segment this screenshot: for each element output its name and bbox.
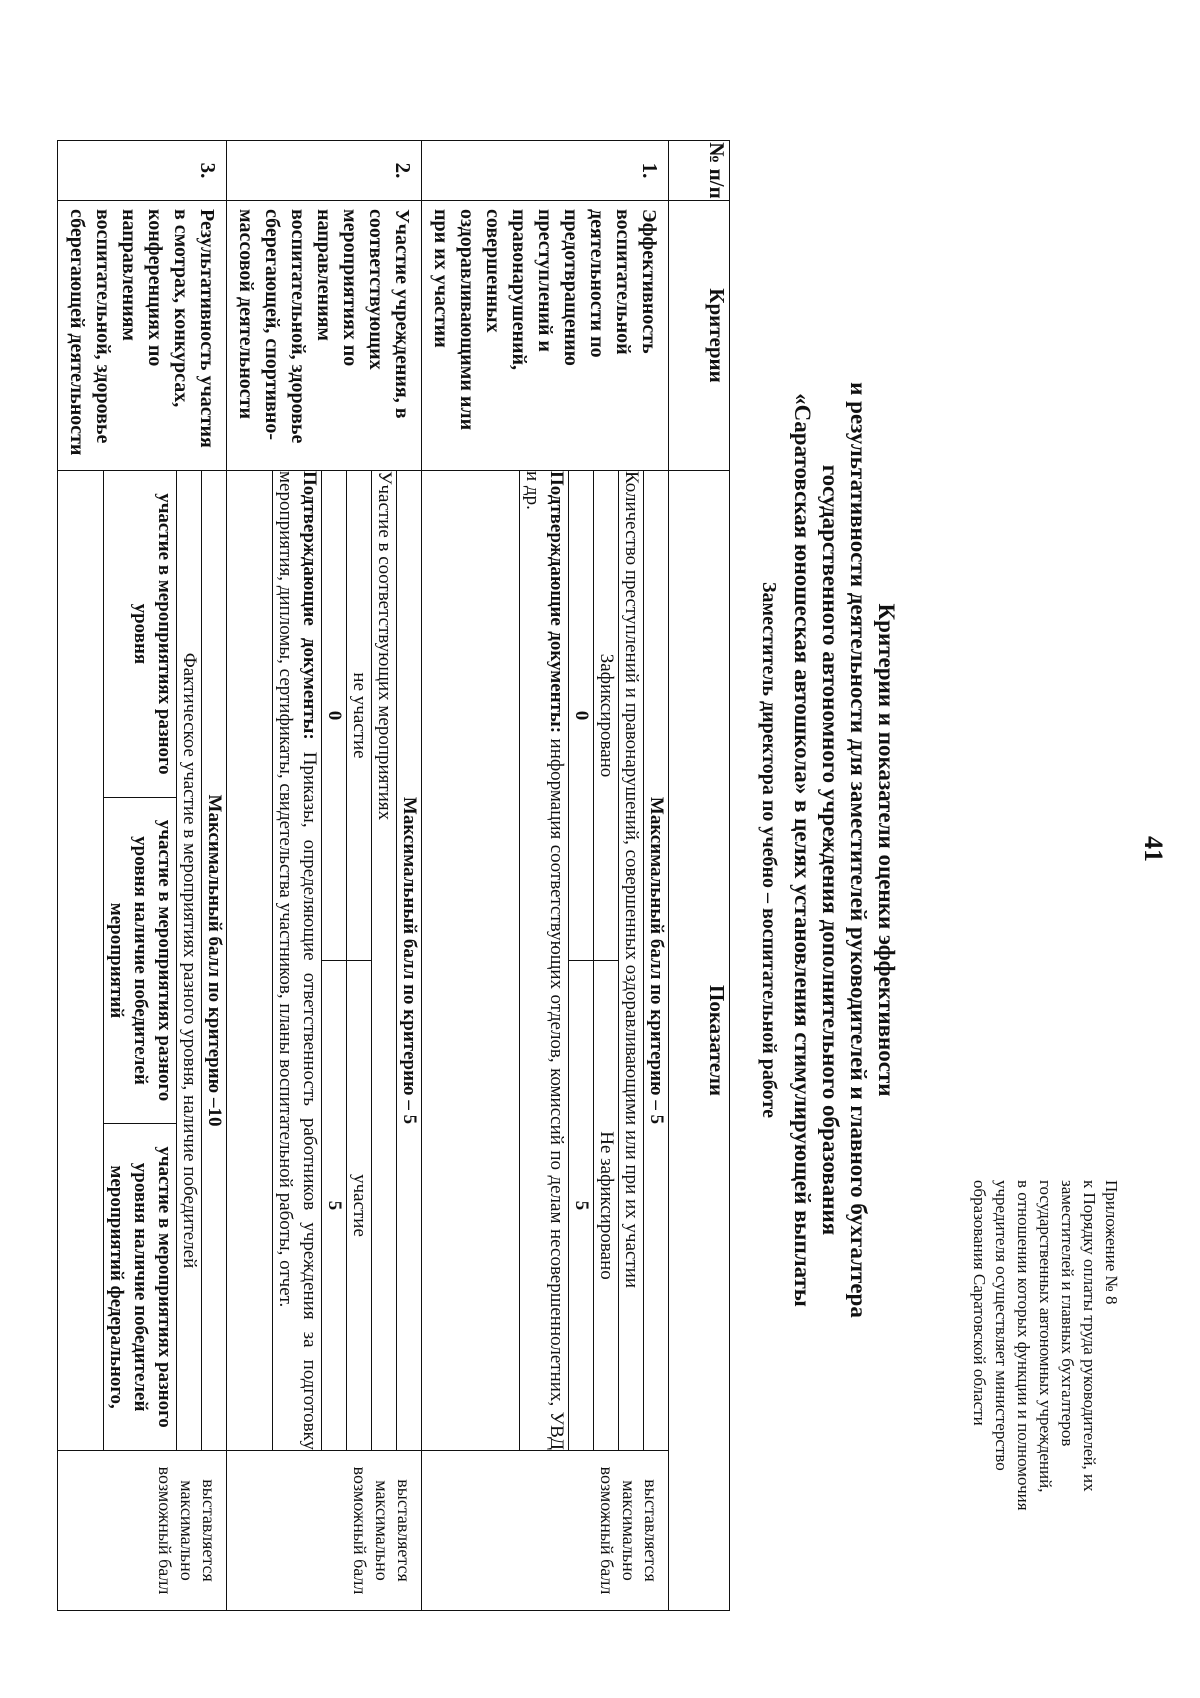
- row-number: 3.: [58, 141, 227, 201]
- document-title: [788, 260, 900, 1440]
- appendix-line: учредителя осуществляет министерство: [992, 1180, 1011, 1471]
- documents-text: информация соответствующих отделов, комиссий по делам несовершеннолетних, УВД и др.: [522, 471, 567, 1451]
- title-line: государственного автономного учреждения дополнительного образования: [818, 464, 843, 1236]
- option-label: Зафиксировано: [594, 471, 619, 961]
- criterion-text: Эффективность воспитательной деятельности по предотвращению преступлений и правонарушений, совершенных оздоравливающими или при их участии: [422, 201, 669, 471]
- row-number: 2.: [227, 141, 422, 201]
- appendix-line: заместителей и главных бухгалтеров: [1058, 1180, 1077, 1447]
- appendix-line: к Порядку оплаты труда руководителей, их: [1080, 1180, 1099, 1492]
- documents-label: Подтверждающие документы:: [299, 471, 320, 740]
- documents-label: Подтверждающие документы:: [546, 471, 567, 734]
- option-score: 5: [322, 961, 347, 1451]
- appendix-line: государственных автономных учреждений,: [1036, 1180, 1055, 1493]
- indicators-grid: [272, 471, 421, 1450]
- supporting-documents: [273, 471, 322, 1450]
- indicators-grid: [519, 471, 668, 1450]
- option-score: 0: [569, 471, 594, 961]
- indicators-cell: [58, 471, 227, 1451]
- criterion-text: Участие учреждения, в соответствующих мероприятиях по направлениям воспитательной, здоровье сберегающей, спортивно-массовой деятельности: [227, 201, 422, 471]
- option-label: участие в мероприятиях разного уровня наличие победителей мероприятий: [104, 797, 177, 1123]
- max-score: Максимальный балл по критерию –10: [202, 471, 227, 1450]
- option-label: участие в мероприятиях разного уровня: [104, 471, 177, 797]
- scoring-note: выставляется максимально возможный балл: [58, 1451, 227, 1611]
- indicators-cell: [227, 471, 422, 1451]
- max-score: Максимальный балл по критерию – 5: [397, 471, 422, 1450]
- table-row: [227, 141, 422, 1611]
- title-line: и результативности деятельности для заместителей руководителей и главного бухгалтера: [846, 382, 871, 1318]
- condition-text: Количество преступлений и правонарушений, совершенных оздоравливающими или при их участии: [619, 471, 644, 1450]
- max-score: Максимальный балл по критерию – 5: [644, 471, 669, 1450]
- option-label: участие в мероприятиях разного уровня наличие победителей мероприятий федерального,: [104, 1124, 177, 1450]
- position-subtitle: Заместитель директора по учебно – воспитательной работе: [758, 581, 780, 1119]
- header-indicators: Показатели: [669, 471, 730, 1611]
- table-row: [58, 141, 227, 1611]
- scoring-note: выставляется максимально возможный балл: [422, 1451, 669, 1611]
- condition-text: Фактическое участие в мероприятиях разного уровня, наличие победителей: [177, 471, 202, 1450]
- option-score: 0: [322, 471, 347, 961]
- page-number: 41: [1139, 836, 1168, 862]
- documents-text: Приказы, определяющие ответственность работников учреждения за подготовку мероприятия, дипломы, сертификаты, свидетельства участников, планы воспитательной работы, отчет.: [275, 471, 320, 1451]
- row-number: 1.: [422, 141, 669, 201]
- criteria-table: [57, 140, 730, 1611]
- option-score: 5: [569, 961, 594, 1451]
- header-num: № п/п: [669, 141, 730, 201]
- table-row: [422, 141, 669, 1611]
- appendix-line: образования Саратовской области: [970, 1180, 989, 1426]
- title-line: «Саратовская юношеская автошкола» в целях установления стимулирующей выплаты: [790, 393, 815, 1307]
- indicators-cell: [422, 471, 669, 1451]
- option-label: не участие: [347, 471, 372, 961]
- appendix-line: Приложение № 8: [1102, 1180, 1121, 1305]
- criterion-text: Результативность участия в смотрах, конкурсах, конференциях по направлениям воспитательной, здоровье сберегающей деятельности: [58, 201, 227, 471]
- scoring-note: выставляется максимально возможный балл: [227, 1451, 422, 1611]
- supporting-documents: [520, 471, 569, 1450]
- table-header-row: [669, 141, 730, 1611]
- appendix-note: [968, 1180, 1122, 1650]
- header-criteria: Критерии: [669, 201, 730, 471]
- title-line: Критерии и показатели оценки эффективности: [874, 603, 899, 1097]
- option-label: Не зафиксировано: [594, 961, 619, 1451]
- appendix-line: в отношении которых функции и полномочия: [1014, 1180, 1033, 1511]
- condition-text: Участие в соответствующих мероприятиях: [372, 471, 397, 1450]
- indicators-grid: [103, 471, 226, 1450]
- option-label: участие: [347, 961, 372, 1451]
